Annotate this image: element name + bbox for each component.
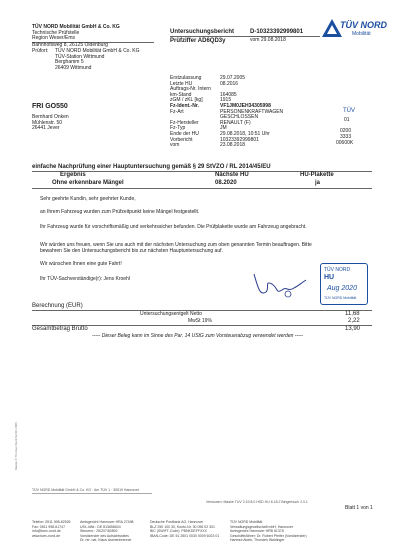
next-hu-value: 08.2020: [215, 180, 237, 186]
col-result: Ergebnis: [60, 172, 86, 178]
company-region: Region Weser/Ems: [32, 35, 75, 42]
col-plakette: HU-Plakette: [300, 172, 334, 178]
stamp-top: TÜV NORD: [324, 267, 351, 273]
vehicle-code: 3333: [340, 134, 352, 140]
vehicle-code: 0200: [340, 128, 352, 134]
stamp-date: Aug 2020: [327, 285, 357, 292]
billing-row-value: 2,22: [348, 318, 360, 324]
company-info: [32, 25, 120, 42]
billing-row-label: MwSt 19%: [188, 318, 212, 324]
stamp-bottom: TÜV NORD Mobilität: [324, 296, 357, 300]
billing-row-value: 11,68: [345, 311, 360, 317]
billing-total-value: 13,90: [345, 326, 361, 332]
report-label: Untersuchungsbericht: [170, 29, 235, 35]
pruefort-label: Prüfort:: [32, 48, 49, 54]
company-address: Bahnhofsweg 8, 26125 Oldenburg: [32, 42, 108, 48]
billing-total-label: Gesamtbetrag Brutto: [32, 326, 88, 332]
owner-id: FRI GO550: [32, 103, 68, 110]
footer-col-contact: Telefon: 0511 998-62526 Fax: 0511 998-61747 info@tuev-nord.de www.tuev-nord.de: [32, 520, 71, 538]
logo-text: TÜV NORD: [340, 20, 387, 30]
vehicle-code: 01: [344, 117, 350, 123]
tuv-nord-logo: [322, 18, 387, 40]
paragraph-3: Wir würden uns freuen, wenn Sie uns auch mit der nächsten Untersuchung zum oben genannten Termin beauftragen. Bitte bewahren Sie den Untersuchungsbericht bis zur nächsten Hauptuntersuchung auf.: [40, 242, 312, 254]
hu-stamp: [320, 263, 368, 305]
footer-col-bank: Deutsche Postbank AG, Hannover BLZ 250 100 30, Konto-Nr. 30 096 02 301 BIC (SWIFT-Code): PBNKDEFFXXX IBAN-Code: DE 51 2501 0030 0009 6023 01: [150, 520, 220, 538]
tuv-mark: TÜV: [343, 108, 355, 114]
billing-row-label: Untersuchungsentgelt Netto: [140, 311, 202, 317]
billing-title: Berechnung (EUR): [32, 303, 83, 309]
pruefziffer: Prüfziffer AD6QD3y: [170, 38, 226, 44]
stamp-hu: HU: [324, 274, 335, 281]
paragraph-4: Wir wünschen Ihnen eine gute Fahrt!: [40, 261, 122, 267]
vehicle-code: 00600K: [336, 140, 354, 146]
footer-col-management: TÜV NORD Mobilität Verwaltungsgesellschaft mbH, Hannover Amtsgericht Hannover HRB 61378 Geschäftsführer: Dr. Robert Pfeifer (Vorsitzender) Hartmut Abeln, Thorsten Waldinger: [230, 520, 307, 543]
col-next-hu: Nächste HU: [215, 172, 249, 178]
footer-versions: Versionen: Maske TUV 2.43.8.0 HSD HU 6.18.2 Bingerbuch 2.0.1: [206, 500, 308, 504]
company-dept: Technische Prüfstelle: [32, 29, 80, 36]
inspection-title: einfache Nachprüfung einer Hauptuntersuchung gemäß § 29 StVZO / RL 2014/45/EU: [32, 164, 271, 170]
plakette-value: ja: [315, 180, 321, 186]
report-number: D-10323392999801: [250, 29, 304, 35]
billing-note: ----- Dieser Beleg kann im Sinne des Par. 14 UStG zum Vorsteuerabzug verwendet werden -----: [92, 333, 304, 339]
footer-sender: TÜV NORD Mobilität GmbH & Co. KG · Am TÜV 1 · 30519 Hannover: [32, 488, 140, 492]
signature-scribble: [250, 270, 310, 300]
signature-line: Ihr TÜV-Sachverständige(r): Jens Kroehl: [40, 276, 130, 282]
pruefort-address: TÜV NORD Mobilität GmbH & Co. KG TÜV-Station Wittmund Berghamm 5 26409 Wittmund: [55, 48, 140, 71]
result-value: Ohne erkennbare Mängel: [52, 180, 124, 186]
footer-col-register: Amtsgericht Hannover HRA 27498 USt.-IdNr.: DE 813658634 Steuernr.: 25/207/60892 Vorsitzender des Aufsichtsrates Dr. rer. nat. Klaus Aschenbrenner: [80, 520, 134, 543]
pruefziffer-date: vom 29.08.2018: [250, 37, 286, 43]
paragraph-2: Ihr Fahrzeug wurde für vorschriftsmäßig und verkehrssicher befunden. Die Prüfplakette wurde am Fahrzeug angebracht.: [40, 224, 307, 230]
company-name: TÜV NORD Mobilität GmbH & Co. KG: [32, 24, 120, 30]
owner-address: Bernhard Onken Mühlenstr. 50 26441 Jever: [32, 114, 69, 132]
paragraph-1: an Ihrem Fahrzeug wurden zum Prüfzeitpunkt keine Mängel festgestellt.: [40, 209, 200, 215]
tuv-triangle-icon: [322, 19, 342, 37]
vertical-mask-text: Maske © Thomas Stark Gmbh 2006: [14, 422, 18, 470]
logo-subtext: Mobilität: [352, 31, 371, 37]
page-indicator: Blatt 1 von 1: [345, 505, 373, 511]
greeting: Sehr geehrte Kundin, sehr geehrter Kunde,: [40, 196, 136, 202]
